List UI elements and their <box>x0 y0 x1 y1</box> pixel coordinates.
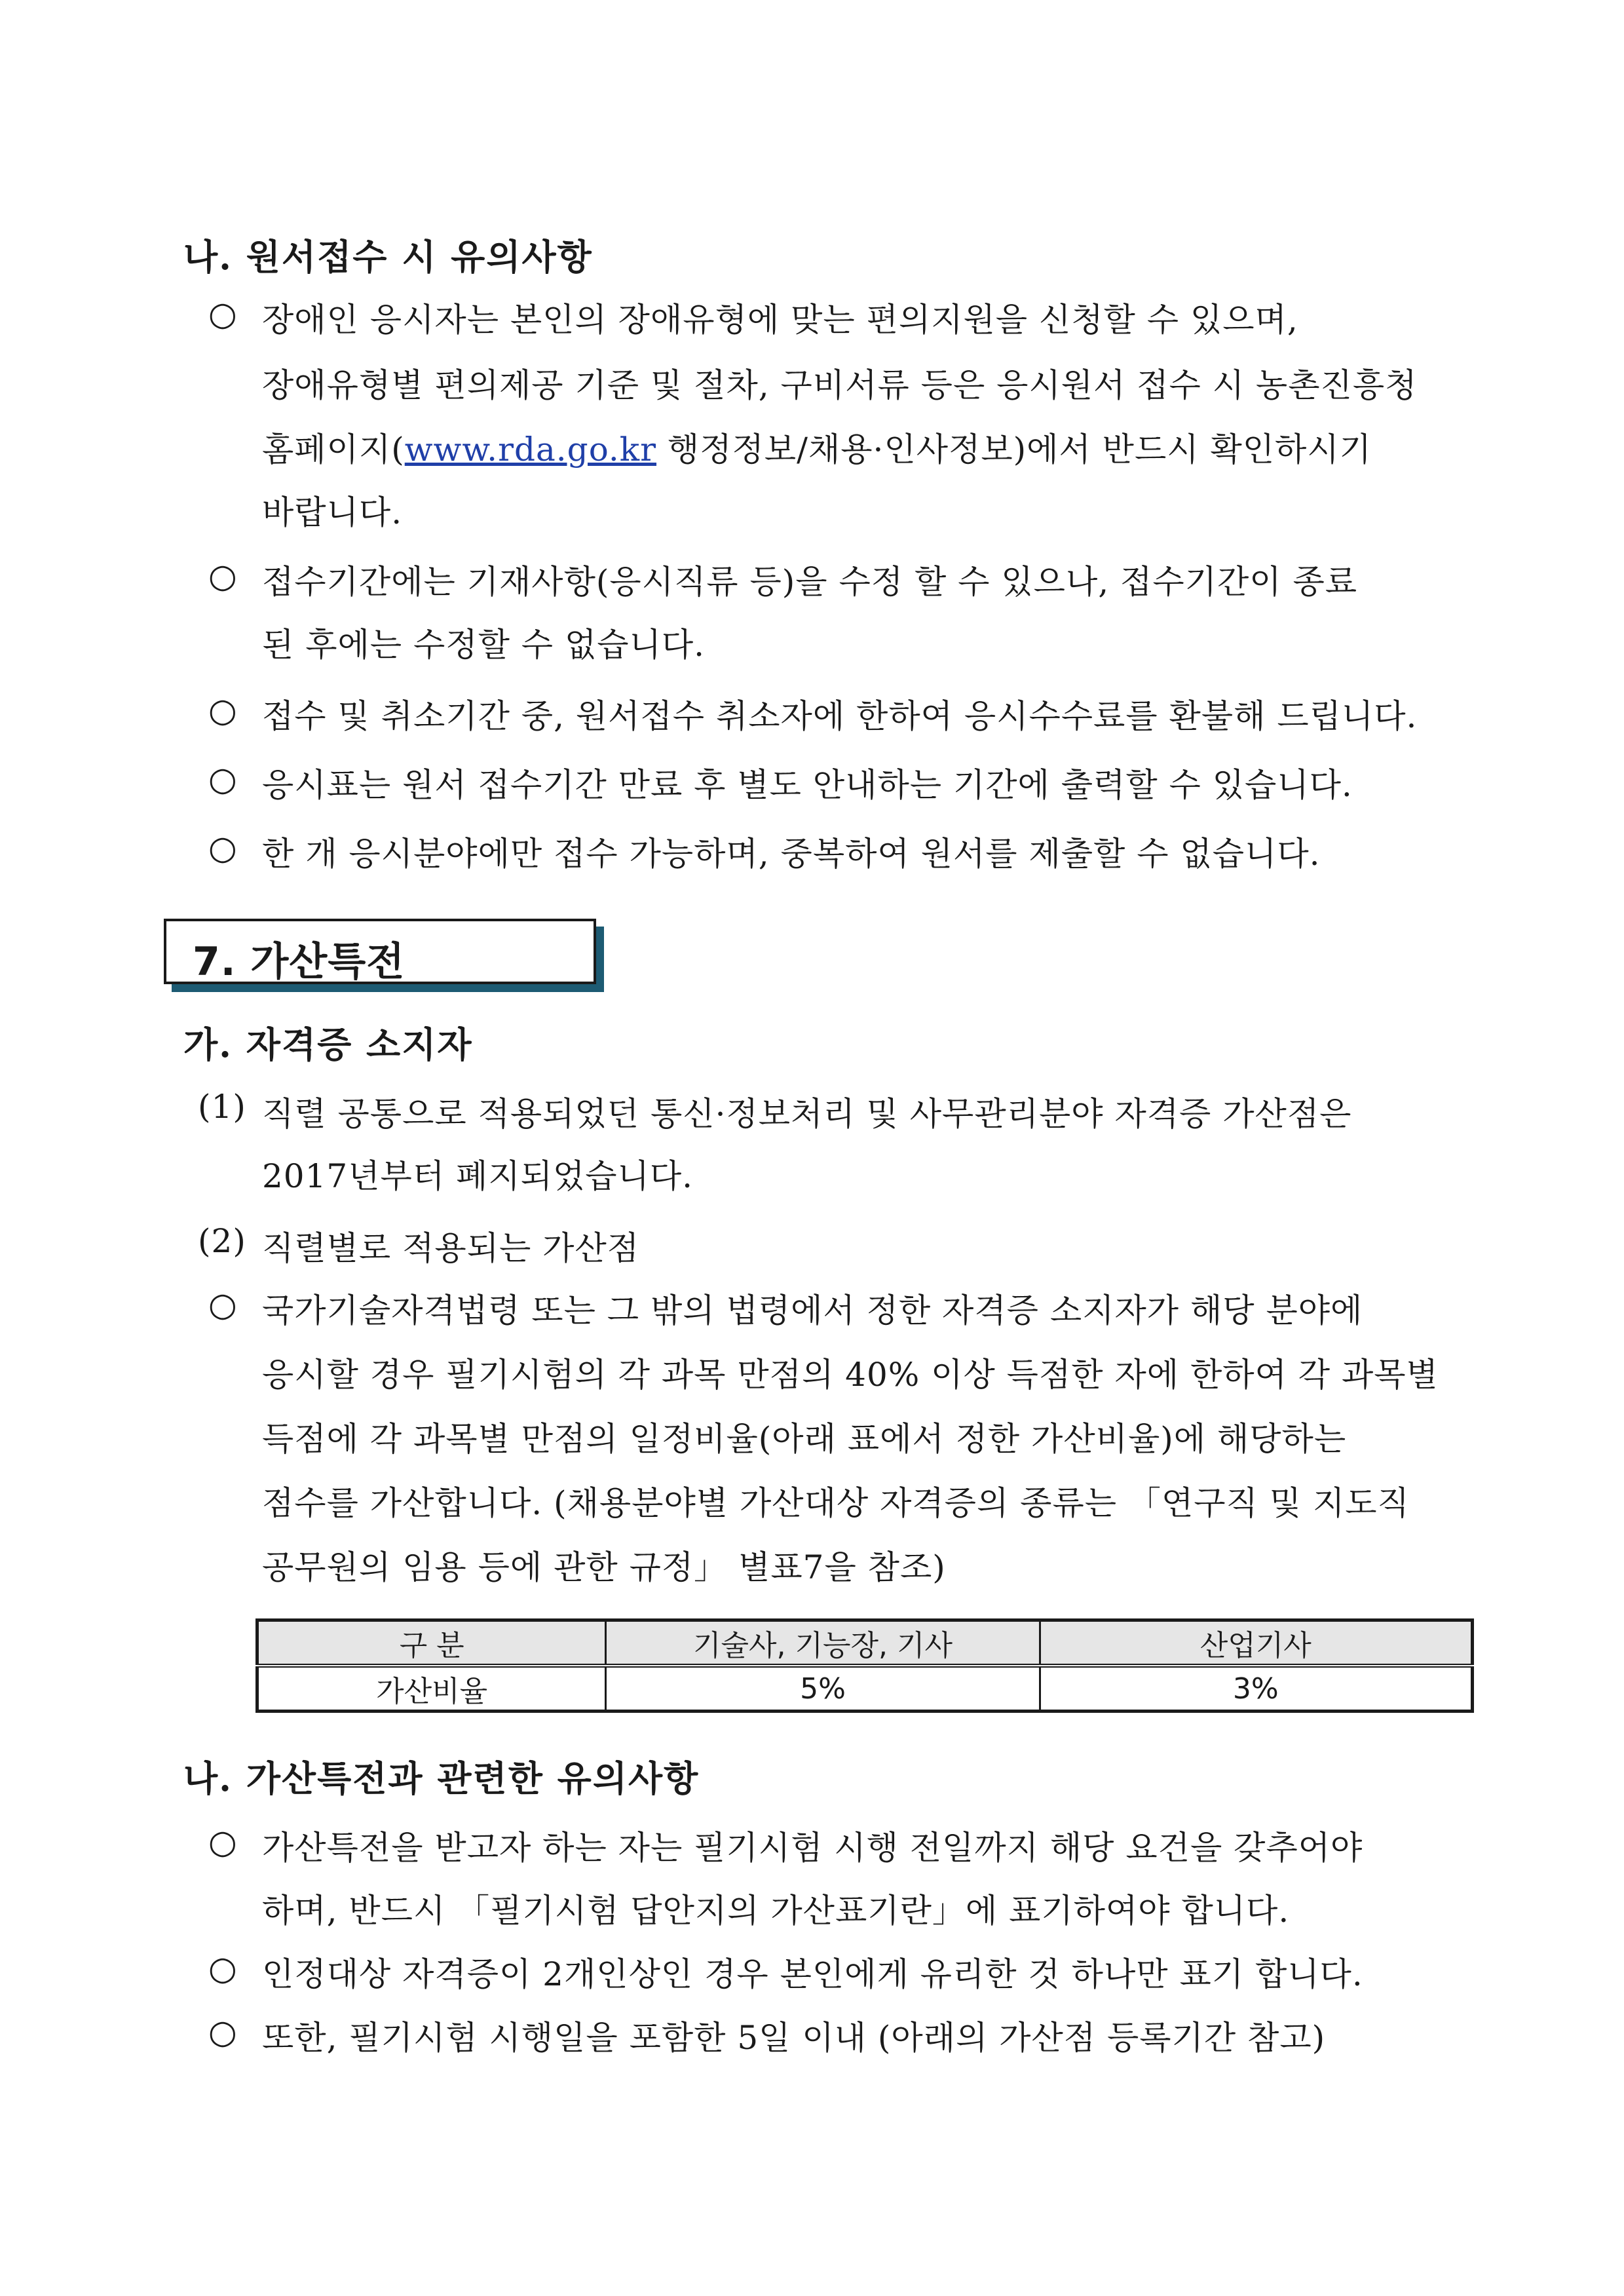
text-line: 응시표는 원서 접수기간 만료 후 별도 안내하는 기간에 출력할 수 있습니다. <box>262 766 1353 804</box>
section-title-bonus: 7. 가산특전 <box>193 939 406 985</box>
text-line: 국가기술자격법령 또는 그 밖의 법령에서 정한 자격증 소지자가 해당 분야에 <box>262 1292 1363 1330</box>
rda-website-link[interactable]: www.rda.go.kr <box>404 430 657 469</box>
text-line: 접수기간에는 기재사항(응시직류 등)을 수정 할 수 있으나, 접수기간이 종료 <box>262 563 1358 601</box>
table-header-cell: 구 분 <box>257 1620 606 1666</box>
item-number: (2) <box>198 1222 246 1260</box>
bullet-icon: ○ <box>208 2013 237 2051</box>
table-cell: 3% <box>1040 1666 1472 1712</box>
table-cell: 가산비율 <box>257 1666 606 1712</box>
item-number: (1) <box>198 1088 246 1126</box>
bullet-icon: ○ <box>208 557 237 595</box>
text-line: 공무원의 임용 등에 관한 규정」 별표7을 참조) <box>262 1548 946 1586</box>
table-header-cell: 기술사, 기능장, 기사 <box>606 1620 1040 1666</box>
bullet-icon: ○ <box>208 760 237 798</box>
text-line: 직렬별로 적용되는 가산점 <box>262 1229 640 1267</box>
text-line: 또한, 필기시험 시행일을 포함한 5일 이내 (아래의 가산점 등록기간 참고) <box>262 2019 1326 2057</box>
text-line: 장애유형별 편의제공 기준 및 절차, 구비서류 등은 응시원서 접수 시 농촌진흥청 <box>262 366 1418 404</box>
table-cell: 5% <box>606 1666 1040 1712</box>
text-line: 인정대상 자격증이 2개인상인 경우 본인에게 유리한 것 하나만 표기 합니다. <box>262 1955 1363 1993</box>
text-line: 바랍니다. <box>262 493 403 531</box>
bullet-icon: ○ <box>208 1286 237 1324</box>
bullet-icon: ○ <box>208 1949 237 1987</box>
text-line: 접수 및 취소기간 중, 원서접수 취소자에 한하여 응시수수료를 환불해 드립니다. <box>262 697 1418 735</box>
bonus-rate-table <box>255 1618 1474 1713</box>
text-line: 득점에 각 과목별 만점의 일정비율(아래 표에서 정한 가산비율)에 해당하는 <box>262 1420 1347 1458</box>
subsection-title-application-notes: 나. 원서접수 시 유의사항 <box>183 236 593 278</box>
text-line: 한 개 응시분야에만 접수 가능하며, 중복하여 원서를 제출할 수 없습니다. <box>262 835 1321 873</box>
bullet-icon: ○ <box>208 691 237 729</box>
subsection-title-bonus-notes: 나. 가산특전과 관련한 유의사항 <box>183 1757 700 1799</box>
section-heading-box <box>164 919 596 984</box>
bullet-icon: ○ <box>208 295 237 333</box>
text-line: 된 후에는 수정할 수 없습니다. <box>262 626 706 664</box>
table-header-row <box>257 1620 1473 1666</box>
subsection-title-certificate-holders: 가. 자격증 소지자 <box>183 1024 473 1065</box>
text-line: 점수를 가산합니다. (채용분야별 가산대상 자격증의 종류는 「연구직 및 지도직 <box>262 1484 1410 1522</box>
table-header-cell: 산업기사 <box>1040 1620 1472 1666</box>
bullet-icon: ○ <box>208 1823 237 1861</box>
text-line-with-link <box>262 423 1474 470</box>
text-line: 가산특전을 받고자 하는 자는 필기시험 시행 전일까지 해당 요건을 갖추어야 <box>262 1829 1363 1867</box>
text-line: 2017년부터 폐지되었습니다. <box>262 1157 694 1195</box>
text-line: 장애인 응시자는 본인의 장애유형에 맞는 편의지원을 신청할 수 있으며, <box>262 301 1298 339</box>
bullet-icon: ○ <box>208 829 237 867</box>
text-segment: 홈페이지( <box>262 430 405 469</box>
table-row <box>257 1666 1473 1712</box>
text-segment: 행정정보/채용·인사정보)에서 반드시 확인하시기 <box>656 430 1372 469</box>
text-line: 직렬 공통으로 적용되었던 통신·정보처리 및 사무관리분야 자격증 가산점은 <box>262 1095 1352 1133</box>
text-line: 하며, 반드시 「필기시험 답안지의 가산표기란」에 표기하여야 합니다. <box>262 1892 1290 1930</box>
text-line: 응시할 경우 필기시험의 각 과목 만점의 40% 이상 득점한 자에 한하여 각 과목별 <box>262 1356 1439 1394</box>
